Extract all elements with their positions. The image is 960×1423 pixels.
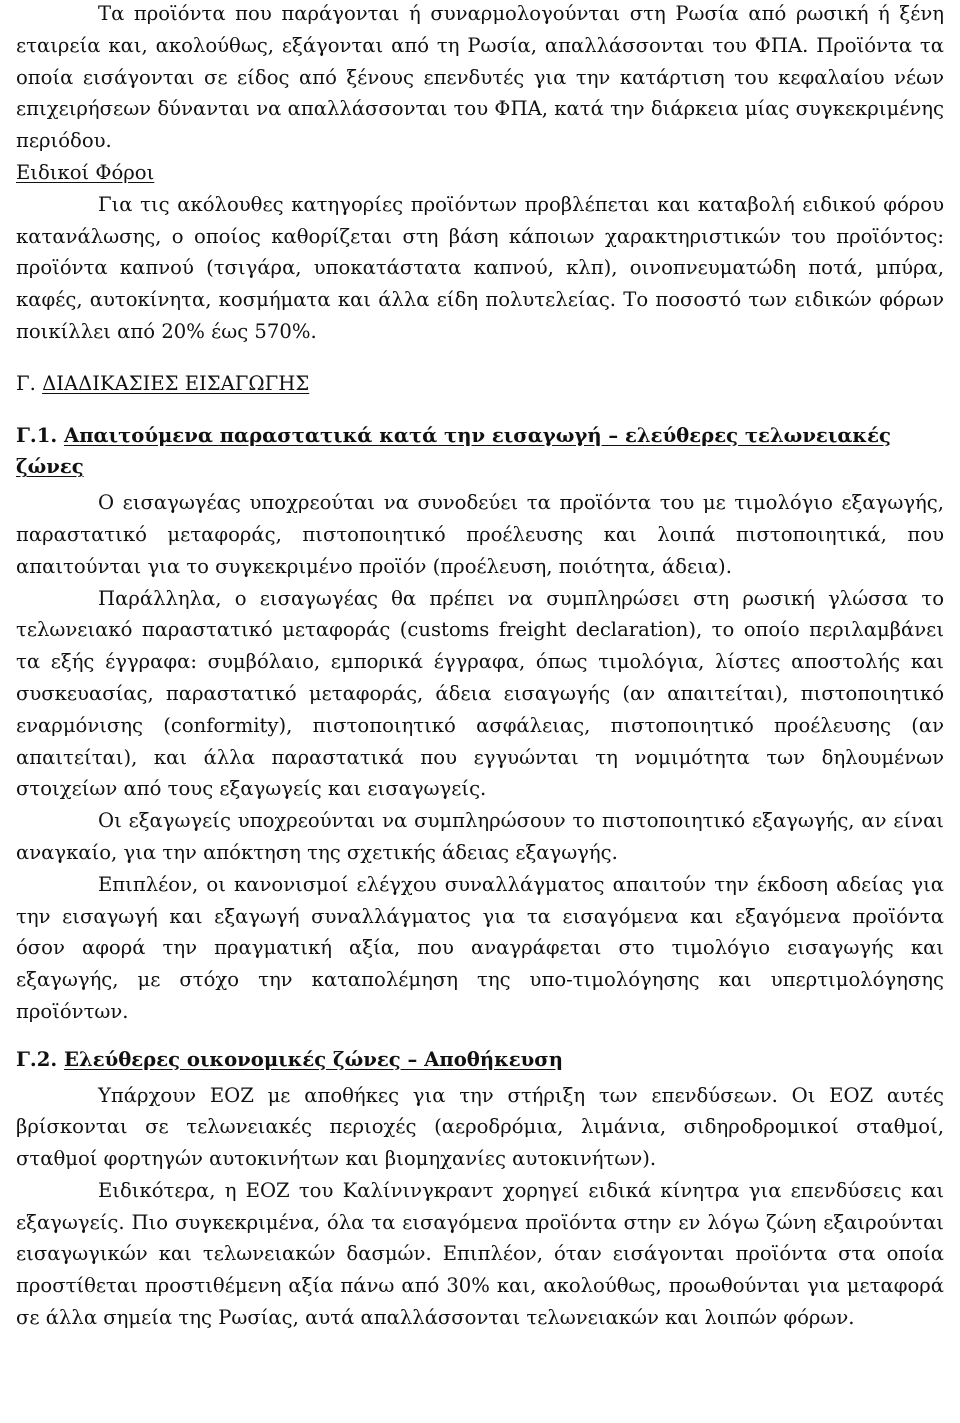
document-page	[16, 0, 944, 1334]
section-g-heading	[16, 368, 944, 400]
section-g1-title: Απαιτούμενα παραστατικά κατά την εισαγωγή – ελεύθερες τελωνειακές ζώνες	[16, 423, 891, 479]
section-g2-title: Ελεύθερες οικονομικές ζώνες – Αποθήκευση	[64, 1047, 563, 1071]
section-g2-number: Γ.2.	[16, 1047, 58, 1071]
section-g1-heading	[16, 420, 944, 484]
section-g1-number: Γ.1.	[16, 423, 58, 447]
section-g1-paragraph: Οι εξαγωγείς υποχρεούνται να συμπληρώσουν το πιστοποιητικό εξαγωγής, αν είναι αναγκαίο, για την απόκτηση της σχετικής άδειας εξαγωγής.	[16, 809, 944, 864]
special-taxes-paragraph: Για τις ακόλουθες κατηγορίες προϊόντων προβλέπεται και καταβολή ειδικού φόρου κατανάλωσης, ο οποίος καθορίζεται στη βάση κάποιων χαρακτηριστικών του προϊόντος: προϊόντα καπνού (τσιγάρα, υποκατάστατα καπνού, κλπ), οινοπνευματώδη ποτά, μπύρα, καφές, αυτοκίνητα, κοσμήματα και άλλα είδη πολυτελείας. Το ποσοστό των ειδικών φόρων ποικίλλει από 20% έως 570%.	[16, 192, 944, 343]
special-taxes-heading: Ειδικοί Φόροι	[16, 160, 155, 184]
section-g-prefix: Γ.	[16, 371, 36, 395]
section-g2-heading	[16, 1044, 944, 1076]
section-g-title: ΔΙΑΔΙΚΑΣΙΕΣ ΕΙΣΑΓΩΓΗΣ	[42, 371, 310, 395]
section-g2-paragraph: Ειδικότερα, η ΕΟΖ του Καλίνινγκραντ χορηγεί ειδικά κίνητρα για επενδύσεις και εξαγωγείς. Πιο συγκεκριμένα, όλα τα εισαγόμενα προϊόντα στην εν λόγω ζώνη εξαιρούνται εισαγωγικών και τελωνειακών δασμών. Επιπλέον, όταν εισάγονται προϊόντα στα οποία προστίθεται προστιθέμενη αξία πάνω από 30% και, ακολούθως, προωθούνται για μεταφορά σε άλλα σημεία της Ρωσίας, αυτά απαλλάσσονται τελωνειακών και λοιπών φόρων.	[16, 1178, 944, 1330]
section-g1-paragraph: Παράλληλα, ο εισαγωγέας θα πρέπει να συμπληρώσει στη ρωσική γλώσσα το τελωνειακό παραστατικό μεταφοράς (customs freight declaration), το οποίο περιλαμβάνει τα εξής έγγραφα: συμβόλαιο, εμπορικά έγγραφα, όπως τιμολόγια, λίστες αποστολής και συσκευασίας, παραστατικό μεταφοράς, άδεια εισαγωγής (αν απαιτείται), πιστοποιητικό εναρμόνισης (conformity), πιστοποιητικό ασφάλειας, πιστοποιητικό προέλευσης (αν απαιτείται), και άλλα παραστατικά που εγγυώνται τη νομιμότητα των δηλουμένων στοιχείων από τους εξαγωγείς και εισαγωγείς.	[16, 586, 944, 801]
section-g1-paragraph: Επιπλέον, οι κανονισμοί ελέγχου συναλλάγματος απαιτούν την έκδοση αδείας για την εισαγωγή και εξαγωγή συναλλάγματος για τα εισαγόμενα και εξαγόμενα προϊόντα όσον αφορά την πραγματική αξία, που αναγράφεται στο τιμολόγιο εισαγωγής και εξαγωγής, με στόχο την καταπολέμηση της υπο-τιμολόγησης και υπερτιμολόγησης προϊόντων.	[16, 872, 944, 1023]
section-g2-paragraph: Υπάρχουν ΕΟΖ με αποθήκες για την στήριξη των επενδύσεων. Οι ΕΟΖ αυτές βρίσκονται σε τελωνειακές περιοχές (αεροδρόμια, λιμάνια, σιδηροδρομικοί σταθμοί, σταθμοί φορτηγών αυτοκινήτων και βιομηχανίες αυτοκινήτων).	[16, 1083, 944, 1171]
intro-paragraph: Τα προϊόντα που παράγονται ή συναρμολογούνται στη Ρωσία από ρωσική ή ξένη εταιρεία και, ακολούθως, εξάγονται από τη Ρωσία, απαλλάσσονται του ΦΠΑ. Προϊόντα τα οποία εισάγονται σε είδος από ξένους επενδυτές για την κατάρτιση του κεφαλαίου νέων επιχειρήσεων δύνανται να απαλλάσσονται του ΦΠΑ, κατά την διάρκεια μίας συγκεκριμένης περιόδου.	[16, 2, 944, 153]
section-g1-paragraph: Ο εισαγωγέας υποχρεούται να συνοδεύει τα προϊόντα του με τιμολόγιο εξαγωγής, παραστατικό μεταφοράς, πιστοποιητικό προέλευσης και λοιπά πιστοποιητικά, που απαιτούνται για το συγκεκριμένο προϊόν (προέλευση, ποιότητα, άδεια).	[16, 491, 944, 578]
